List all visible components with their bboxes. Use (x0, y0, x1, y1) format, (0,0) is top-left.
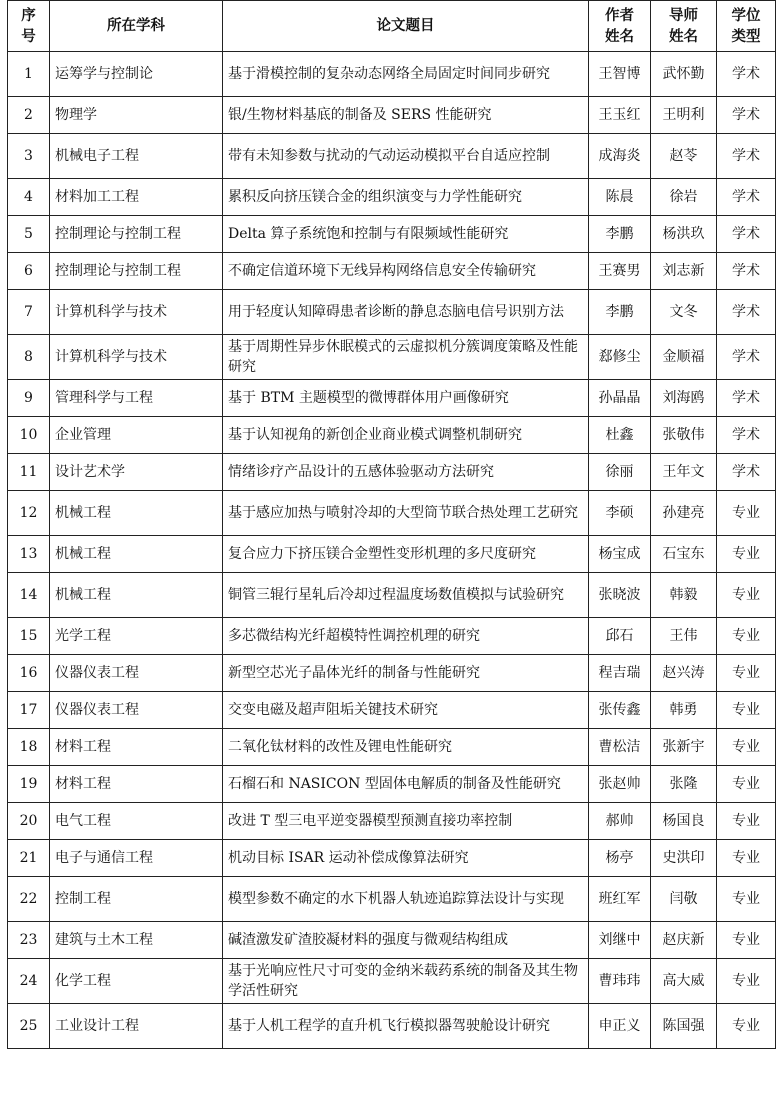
degree-type-cell: 专业 (717, 692, 776, 729)
advisor-cell: 徐岩 (651, 179, 717, 216)
table-row (8, 491, 776, 536)
title-cell: 铜管三辊行星轧后冷却过程温度场数值模拟与试验研究 (223, 573, 589, 618)
table-row (8, 922, 776, 959)
subject-cell: 电子与通信工程 (50, 840, 223, 877)
advisor-cell: 张新宇 (651, 729, 717, 766)
table-row (8, 536, 776, 573)
degree-type-cell: 学术 (717, 454, 776, 491)
subject-cell: 控制理论与控制工程 (50, 216, 223, 253)
advisor-cell: 文冬 (651, 290, 717, 335)
subject-cell: 企业管理 (50, 417, 223, 454)
subject-cell: 工业设计工程 (50, 1004, 223, 1049)
table-row (8, 573, 776, 618)
row-number: 21 (8, 840, 50, 877)
row-number: 6 (8, 253, 50, 290)
subject-cell: 物理学 (50, 97, 223, 134)
title-cell: 改进 T 型三电平逆变器模型预测直接功率控制 (223, 803, 589, 840)
advisor-cell: 闫敬 (651, 877, 717, 922)
title-cell: 二氧化钛材料的改性及锂电性能研究 (223, 729, 589, 766)
header-advisor: 导师 姓名 (651, 1, 717, 52)
row-number: 19 (8, 766, 50, 803)
degree-type-cell: 学术 (717, 380, 776, 417)
author-cell: 陈晨 (589, 179, 651, 216)
row-number: 4 (8, 179, 50, 216)
subject-cell: 材料工程 (50, 766, 223, 803)
advisor-cell: 武怀勤 (651, 52, 717, 97)
title-cell: 带有未知参数与扰动的气动运动模拟平台自适应控制 (223, 134, 589, 179)
table-row (8, 877, 776, 922)
advisor-cell: 金顺福 (651, 335, 717, 380)
row-number: 24 (8, 959, 50, 1004)
author-cell: 李鹏 (589, 290, 651, 335)
table-row (8, 729, 776, 766)
table-row (8, 454, 776, 491)
author-cell: 孙晶晶 (589, 380, 651, 417)
advisor-cell: 张敬伟 (651, 417, 717, 454)
author-cell: 郝帅 (589, 803, 651, 840)
row-number: 9 (8, 380, 50, 417)
advisor-cell: 赵兴涛 (651, 655, 717, 692)
row-number: 22 (8, 877, 50, 922)
title-cell: 基于人机工程学的直升机飞行模拟器驾驶舱设计研究 (223, 1004, 589, 1049)
degree-type-cell: 学术 (717, 216, 776, 253)
row-number: 12 (8, 491, 50, 536)
advisor-cell: 赵庆新 (651, 922, 717, 959)
header-subject: 所在学科 (50, 1, 223, 52)
table-row (8, 803, 776, 840)
row-number: 10 (8, 417, 50, 454)
degree-type-cell: 专业 (717, 922, 776, 959)
author-cell: 班红军 (589, 877, 651, 922)
table-row (8, 335, 776, 380)
author-cell: 张赵帅 (589, 766, 651, 803)
advisor-cell: 赵苓 (651, 134, 717, 179)
row-number: 5 (8, 216, 50, 253)
advisor-cell: 王明利 (651, 97, 717, 134)
degree-type-cell: 专业 (717, 959, 776, 1004)
row-number: 8 (8, 335, 50, 380)
advisor-cell: 高大威 (651, 959, 717, 1004)
degree-type-cell: 学术 (717, 52, 776, 97)
author-cell: 成海炎 (589, 134, 651, 179)
author-cell: 王赛男 (589, 253, 651, 290)
advisor-cell: 王年文 (651, 454, 717, 491)
advisor-cell: 孙建亮 (651, 491, 717, 536)
header-title: 论文题目 (223, 1, 589, 52)
row-number: 14 (8, 573, 50, 618)
title-cell: 多芯微结构光纤超模特性调控机理的研究 (223, 618, 589, 655)
degree-type-cell: 专业 (717, 877, 776, 922)
degree-type-cell: 专业 (717, 536, 776, 573)
author-cell: 程吉瑞 (589, 655, 651, 692)
table-row (8, 618, 776, 655)
subject-cell: 材料工程 (50, 729, 223, 766)
degree-type-cell: 学术 (717, 179, 776, 216)
subject-cell: 管理科学与工程 (50, 380, 223, 417)
row-number: 7 (8, 290, 50, 335)
author-cell: 邱石 (589, 618, 651, 655)
subject-cell: 机械工程 (50, 573, 223, 618)
title-cell: 银/生物材料基底的制备及 SERS 性能研究 (223, 97, 589, 134)
table-row (8, 290, 776, 335)
advisor-cell: 杨洪玖 (651, 216, 717, 253)
author-cell: 杜鑫 (589, 417, 651, 454)
author-cell: 张传鑫 (589, 692, 651, 729)
degree-type-cell: 学术 (717, 290, 776, 335)
author-cell: 郄修尘 (589, 335, 651, 380)
table-row (8, 692, 776, 729)
row-number: 13 (8, 536, 50, 573)
row-number: 23 (8, 922, 50, 959)
table-row (8, 380, 776, 417)
header-no: 序 号 (8, 1, 50, 52)
author-cell: 李鹏 (589, 216, 651, 253)
advisor-cell: 陈国强 (651, 1004, 717, 1049)
degree-type-cell: 学术 (717, 134, 776, 179)
row-number: 25 (8, 1004, 50, 1049)
subject-cell: 光学工程 (50, 618, 223, 655)
header-author: 作者 姓名 (589, 1, 651, 52)
advisor-cell: 韩勇 (651, 692, 717, 729)
thesis-table (7, 0, 776, 1049)
subject-cell: 建筑与土木工程 (50, 922, 223, 959)
title-cell: 基于认知视角的新创企业商业模式调整机制研究 (223, 417, 589, 454)
row-number: 1 (8, 52, 50, 97)
row-number: 3 (8, 134, 50, 179)
advisor-cell: 张隆 (651, 766, 717, 803)
subject-cell: 设计艺术学 (50, 454, 223, 491)
title-cell: 累积反向挤压镁合金的组织演变与力学性能研究 (223, 179, 589, 216)
subject-cell: 机械电子工程 (50, 134, 223, 179)
degree-type-cell: 学术 (717, 417, 776, 454)
title-cell: Delta 算子系统饱和控制与有限频域性能研究 (223, 216, 589, 253)
advisor-cell: 杨国良 (651, 803, 717, 840)
row-number: 18 (8, 729, 50, 766)
row-number: 11 (8, 454, 50, 491)
row-number: 15 (8, 618, 50, 655)
table-row (8, 134, 776, 179)
subject-cell: 电气工程 (50, 803, 223, 840)
author-cell: 曹松洁 (589, 729, 651, 766)
author-cell: 徐丽 (589, 454, 651, 491)
author-cell: 杨宝成 (589, 536, 651, 573)
title-cell: 基于光响应性尺寸可变的金纳米载药系统的制备及其生物学活性研究 (223, 959, 589, 1004)
header-degree-type: 学位 类型 (717, 1, 776, 52)
title-cell: 不确定信道环境下无线异构网络信息安全传输研究 (223, 253, 589, 290)
table-row (8, 766, 776, 803)
degree-type-cell: 专业 (717, 766, 776, 803)
subject-cell: 机械工程 (50, 536, 223, 573)
degree-type-cell: 专业 (717, 1004, 776, 1049)
table-row (8, 97, 776, 134)
subject-cell: 控制工程 (50, 877, 223, 922)
subject-cell: 计算机科学与技术 (50, 335, 223, 380)
title-cell: 复合应力下挤压镁合金塑性变形机理的多尺度研究 (223, 536, 589, 573)
author-cell: 申正义 (589, 1004, 651, 1049)
degree-type-cell: 学术 (717, 97, 776, 134)
title-cell: 基于滑模控制的复杂动态网络全局固定时间同步研究 (223, 52, 589, 97)
subject-cell: 机械工程 (50, 491, 223, 536)
title-cell: 石榴石和 NASICON 型固体电解质的制备及性能研究 (223, 766, 589, 803)
row-number: 2 (8, 97, 50, 134)
advisor-cell: 刘海鸥 (651, 380, 717, 417)
degree-type-cell: 专业 (717, 840, 776, 877)
advisor-cell: 石宝东 (651, 536, 717, 573)
author-cell: 杨亭 (589, 840, 651, 877)
degree-type-cell: 专业 (717, 491, 776, 536)
table-row (8, 52, 776, 97)
subject-cell: 控制理论与控制工程 (50, 253, 223, 290)
degree-type-cell: 专业 (717, 655, 776, 692)
table-row (8, 1004, 776, 1049)
title-cell: 交变电磁及超声阻垢关键技术研究 (223, 692, 589, 729)
advisor-cell: 韩毅 (651, 573, 717, 618)
table-row (8, 253, 776, 290)
row-number: 17 (8, 692, 50, 729)
subject-cell: 运筹学与控制论 (50, 52, 223, 97)
title-cell: 情绪诊疗产品设计的五感体验驱动方法研究 (223, 454, 589, 491)
degree-type-cell: 专业 (717, 729, 776, 766)
title-cell: 新型空芯光子晶体光纤的制备与性能研究 (223, 655, 589, 692)
author-cell: 曹玮玮 (589, 959, 651, 1004)
header-row (8, 1, 776, 52)
subject-cell: 化学工程 (50, 959, 223, 1004)
table-row (8, 655, 776, 692)
author-cell: 王玉红 (589, 97, 651, 134)
subject-cell: 仪器仪表工程 (50, 692, 223, 729)
author-cell: 王智博 (589, 52, 651, 97)
subject-cell: 材料加工工程 (50, 179, 223, 216)
title-cell: 基于 BTM 主题模型的微博群体用户画像研究 (223, 380, 589, 417)
title-cell: 用于轻度认知障碍患者诊断的静息态脑电信号识别方法 (223, 290, 589, 335)
table-row (8, 179, 776, 216)
title-cell: 机动目标 ISAR 运动补偿成像算法研究 (223, 840, 589, 877)
advisor-cell: 王伟 (651, 618, 717, 655)
row-number: 20 (8, 803, 50, 840)
advisor-cell: 史洪印 (651, 840, 717, 877)
degree-type-cell: 专业 (717, 573, 776, 618)
table-row (8, 959, 776, 1004)
degree-type-cell: 专业 (717, 618, 776, 655)
title-cell: 碱渣激发矿渣胶凝材料的强度与微观结构组成 (223, 922, 589, 959)
table-row (8, 216, 776, 253)
title-cell: 基于感应加热与喷射冷却的大型筒节联合热处理工艺研究 (223, 491, 589, 536)
title-cell: 模型参数不确定的水下机器人轨迹追踪算法设计与实现 (223, 877, 589, 922)
degree-type-cell: 学术 (717, 335, 776, 380)
author-cell: 刘继中 (589, 922, 651, 959)
subject-cell: 仪器仪表工程 (50, 655, 223, 692)
author-cell: 李硕 (589, 491, 651, 536)
author-cell: 张晓波 (589, 573, 651, 618)
table-row (8, 417, 776, 454)
degree-type-cell: 学术 (717, 253, 776, 290)
title-cell: 基于周期性异步休眠模式的云虚拟机分簇调度策略及性能研究 (223, 335, 589, 380)
subject-cell: 计算机科学与技术 (50, 290, 223, 335)
advisor-cell: 刘志新 (651, 253, 717, 290)
row-number: 16 (8, 655, 50, 692)
degree-type-cell: 专业 (717, 803, 776, 840)
table-row (8, 840, 776, 877)
